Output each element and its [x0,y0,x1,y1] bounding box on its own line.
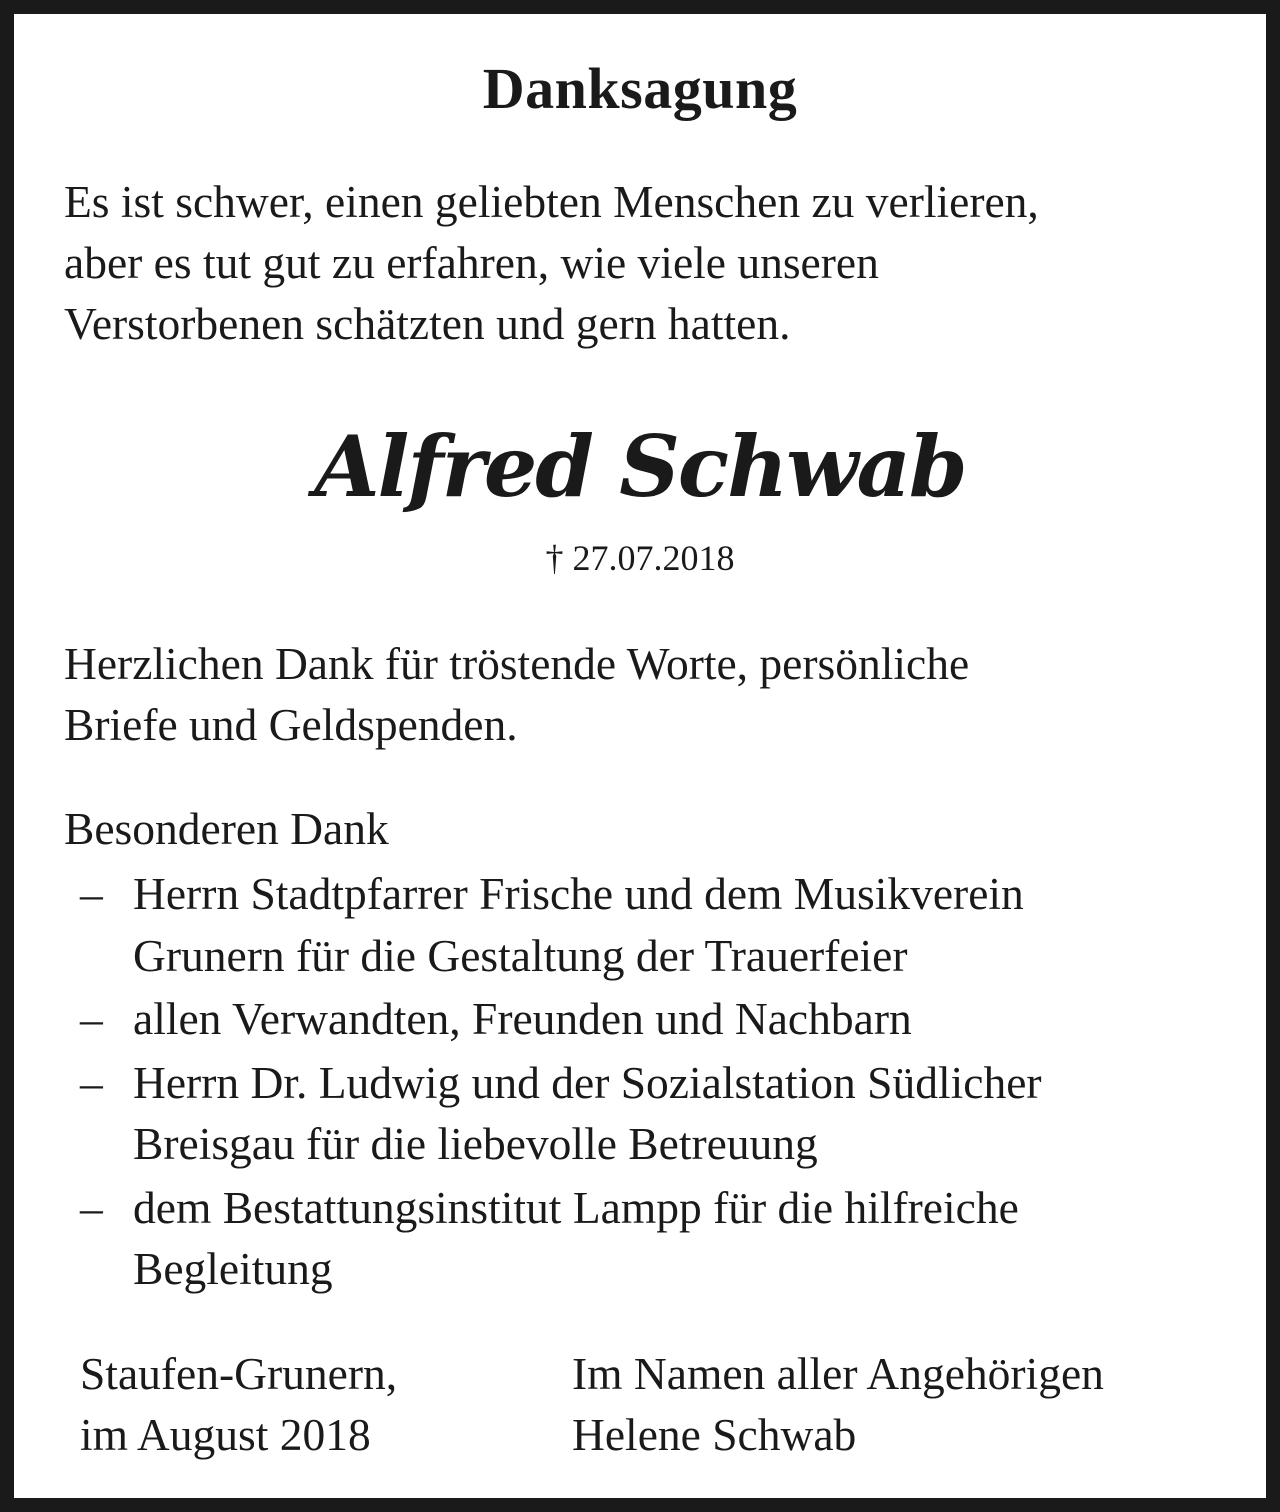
list-item [80,1052,1260,1175]
intro-line: Es ist schwer, einen geliebten Menschen zu verlieren, [64,176,1039,227]
thanks-line: Briefe und Geldspenden. [64,699,518,750]
list-item-line: Breisgau für die liebevolle Betreuung [133,1118,818,1169]
intro-line: Verstorbenen schätzten und gern hatten. [64,298,791,349]
list-item-line: dem Bestattungsinstitut Lampp für die hilfreiche [133,1181,1019,1233]
signature-block [572,1343,1104,1465]
special-thanks-heading: Besonderen Dank [64,803,389,854]
place-and-date [80,1343,397,1465]
list-item [80,863,1260,986]
signature-name: Helene Schwab [572,1409,857,1460]
place-line: Staufen-Grunern, [80,1348,398,1399]
intro-line: aber es tut gut zu erfahren, wie viele unseren [64,237,879,288]
list-item [80,988,1260,1050]
thanks-line: Herzlichen Dank für tröstende Worte, persönliche [64,638,970,689]
list-item-line: Begleitung [133,1243,333,1294]
list-item [80,1177,1260,1300]
death-date: † 27.07.2018 [545,538,735,578]
signature-line: Im Namen aller Angehörigen [572,1348,1104,1399]
date-line: im August 2018 [80,1409,371,1460]
dash-bullet: – [80,868,103,919]
list-item-line: Grunern für die Gestaltung der Trauerfeier [133,929,908,981]
list-item-line: Herrn Dr. Ludwig und der Sozialstation Südlicher [133,1056,1042,1108]
dash-bullet: – [80,1056,103,1108]
dash-bullet: – [80,993,103,1044]
thanks-paragraph [64,633,1254,755]
deceased-name: Alfred Schwab [314,417,966,516]
dash-bullet: – [80,1181,103,1233]
notice-title: Danksagung [482,56,798,121]
intro-paragraph [64,171,1254,354]
list-item-line: Herrn Stadtpfarrer Frische und dem Musikverein [133,868,1024,919]
list-item-line: allen Verwandten, Freunden und Nachbarn [133,993,912,1044]
special-thanks-list [80,863,1260,1302]
